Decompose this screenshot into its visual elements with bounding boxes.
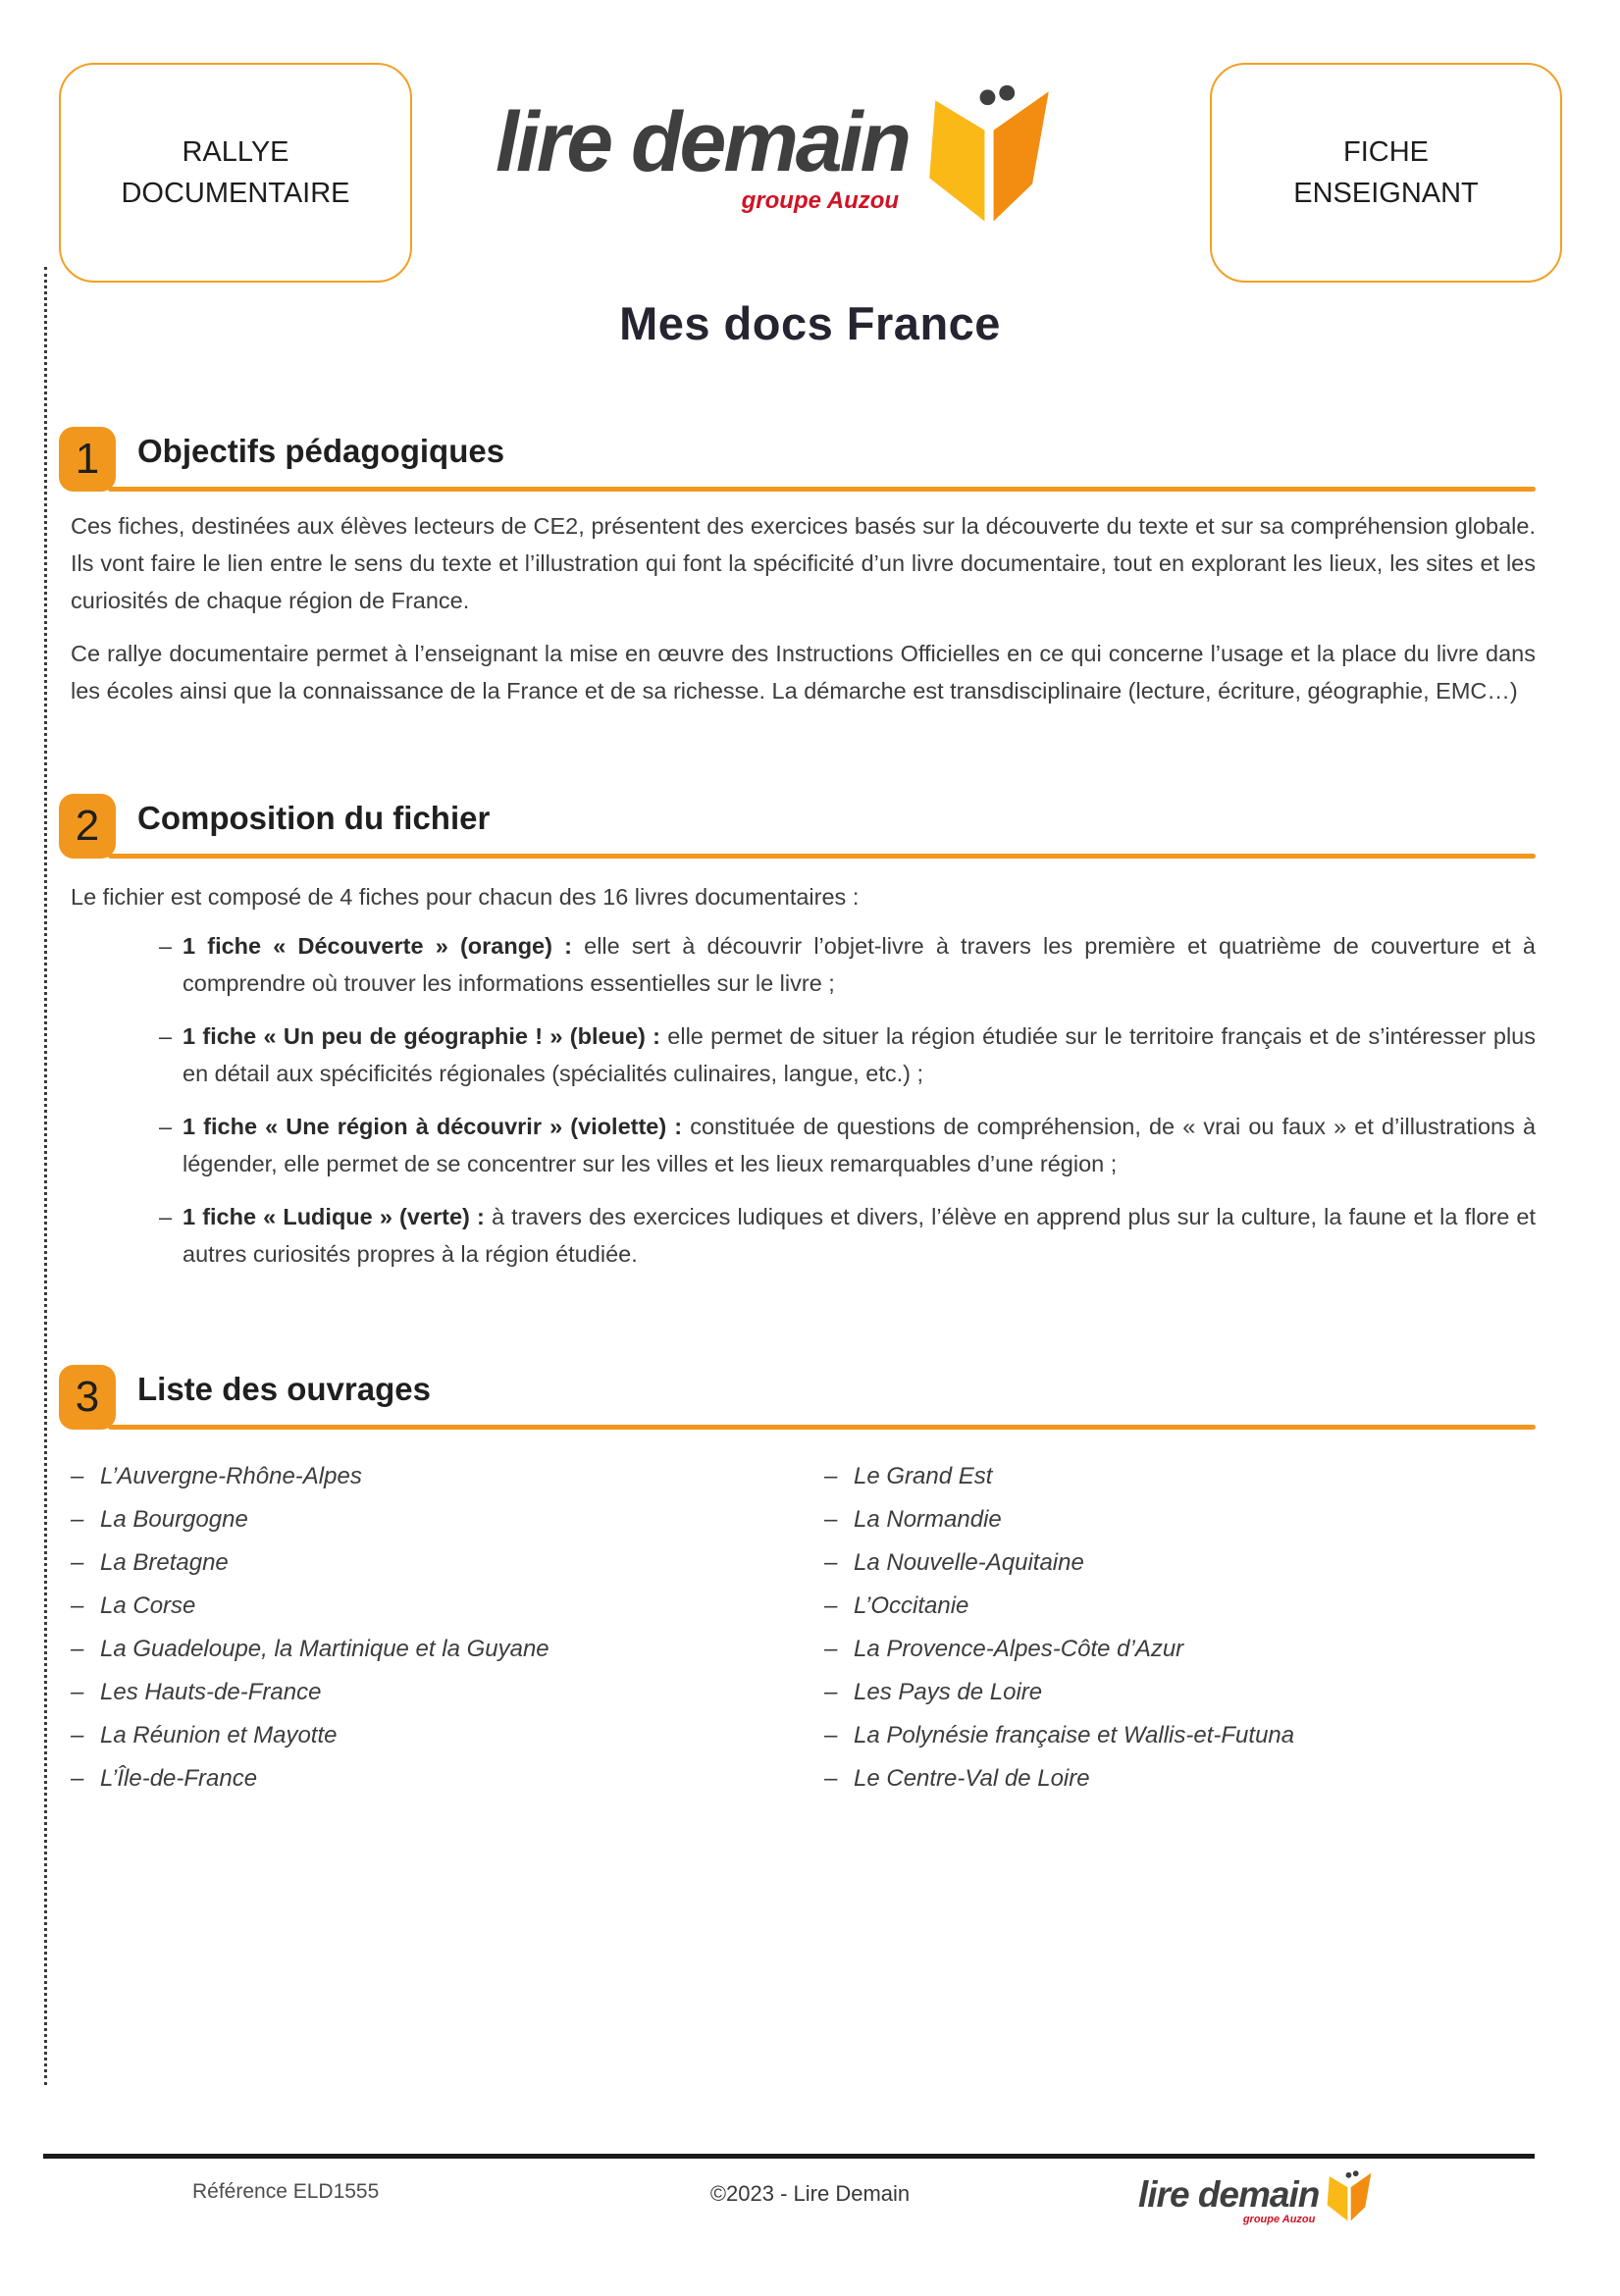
logo-text-wrap <box>496 94 909 215</box>
book-title: Les Pays de Loire <box>854 1679 1043 1705</box>
bullet-body: elle sert à découvrir l’objet-livre à travers les première et quatrième de couverture et à comprendre où trouver les informations essentielles sur le livre ; <box>183 933 1536 996</box>
fiche-enseignant-badge <box>1210 63 1562 283</box>
book-title: La Bourgogne <box>100 1506 248 1533</box>
rallye-label-line1: RALLYE <box>182 135 289 168</box>
section-2-number-badge: 2 <box>59 794 116 859</box>
rallye-documentaire-badge <box>59 63 412 283</box>
section-1-paragraph-1: Ces fiches, destinées aux élèves lecteurs de CE2, présentent des exercices basés sur la découverte du texte et sur sa compréhension globale. Ils vont faire le lien entre le sens du texte et l’illustration qui font la spécificité d’un livre documentaire, tout en explorant les lieux, les sites et les curiosités de chaque région de France. <box>71 513 1536 613</box>
list-item <box>71 1757 824 1800</box>
dash-marker: – <box>159 1114 173 1139</box>
section-2-intro: Le fichier est composé de 4 fiches pour chacun des 16 livres documentaires : <box>71 884 860 910</box>
section-1-rule <box>108 487 1536 492</box>
bullet-lead: 1 fiche « Un peu de géographie ! » (bleue) : <box>183 1023 660 1049</box>
book-title: La Normandie <box>854 1506 1002 1533</box>
dotted-cut-line <box>44 267 47 2085</box>
document-body <box>71 427 1536 1800</box>
section-1-paragraph-2: Ce rallye documentaire permet à l’enseignant la mise en œuvre des Instructions Officielles en ce qui concerne l’usage et la place du livre dans les écoles ainsi que la connaissance de la France et de sa richesse. La démarche est transdisciplinaire (lecture, écriture, géographie, EMC…) <box>71 641 1536 704</box>
book-title: La Guadeloupe, la Martinique et la Guyane <box>100 1636 549 1662</box>
list-item <box>824 1498 1536 1541</box>
book-title: La Bretagne <box>100 1549 229 1576</box>
dash-marker: – <box>824 1679 838 1705</box>
dash-marker: – <box>824 1506 838 1533</box>
footer-divider <box>43 2154 1535 2159</box>
dash-marker: – <box>71 1506 84 1533</box>
dash-marker: – <box>159 933 173 959</box>
list-item <box>71 1585 824 1628</box>
book-list-left-column <box>71 1455 824 1800</box>
section-3-header <box>71 1365 1536 1430</box>
dash-marker: – <box>71 1722 84 1748</box>
footer-reference: Référence ELD1555 <box>192 2180 380 2203</box>
book-list-right-column <box>824 1455 1536 1800</box>
book-title: L’Île-de-France <box>100 1765 258 1792</box>
dash-marker: – <box>71 1679 84 1705</box>
list-item <box>824 1455 1536 1498</box>
book-list <box>71 1455 1536 1800</box>
dash-marker: – <box>824 1549 838 1576</box>
fiche-label-line1: FICHE <box>1343 135 1429 168</box>
dash-marker: – <box>824 1636 838 1662</box>
book-title: La Polynésie française et Wallis-et-Futuna <box>854 1722 1295 1748</box>
list-item <box>71 1108 1536 1182</box>
dash-marker: – <box>159 1204 173 1229</box>
bullet-body: à travers des exercices ludiques et divers, l’élève en apprend plus sur la culture, la faune et la flore et autres curiosités propres à la région étudiée. <box>183 1204 1537 1267</box>
list-item <box>71 1714 824 1757</box>
list-item <box>824 1671 1536 1714</box>
section-3-rule <box>108 1425 1536 1430</box>
book-title: La Provence-Alpes-Côte d’Azur <box>854 1636 1184 1662</box>
list-item <box>824 1628 1536 1671</box>
dash-marker: – <box>71 1765 84 1792</box>
bullet-lead: 1 fiche « Une région à découvrir » (violette) : <box>183 1114 683 1139</box>
list-item <box>71 1628 824 1671</box>
book-title: La Réunion et Mayotte <box>100 1722 338 1748</box>
list-item <box>71 1455 824 1498</box>
book-title: Le Centre-Val de Loire <box>854 1765 1090 1792</box>
section-2-header <box>71 794 1536 859</box>
list-item <box>71 927 1536 1002</box>
dash-marker: – <box>824 1765 838 1792</box>
list-item <box>71 1541 824 1585</box>
book-title: La Corse <box>100 1592 196 1619</box>
list-item <box>71 1498 824 1541</box>
list-item <box>71 1018 1536 1092</box>
dash-marker: – <box>71 1463 84 1489</box>
section-2-title: Composition du fichier <box>137 800 491 836</box>
open-book-icon <box>915 73 1064 230</box>
lire-demain-logo <box>496 77 1064 230</box>
logo-group-auzou: groupe Auzou <box>741 187 900 214</box>
dash-marker: – <box>71 1549 84 1576</box>
dash-marker: – <box>824 1463 838 1489</box>
list-item <box>71 1198 1536 1273</box>
bullet-body: elle permet de situer la région étudiée sur le territoire français et de s’intéresser plus en détail aux spécificités régionales (spécialités culinaires, langue, etc.) ; <box>183 1023 1537 1086</box>
logo-text-wrap <box>1138 2174 1319 2225</box>
section-2-rule <box>108 854 1536 859</box>
bullet-lead: 1 fiche « Découverte » (orange) : <box>183 933 572 959</box>
bullet-lead: 1 fiche « Ludique » (verte) : <box>183 1204 485 1229</box>
section-1-header <box>71 427 1536 492</box>
fiche-label-line2: ENSEIGNANT <box>1293 178 1479 209</box>
dash-marker: – <box>159 1023 173 1049</box>
rallye-label-line2: DOCUMENTAIRE <box>121 178 350 209</box>
list-item <box>824 1714 1536 1757</box>
book-title: L’Auvergne-Rhône-Alpes <box>100 1463 362 1489</box>
footer-copyright: ©2023 - Lire Demain <box>709 2181 911 2206</box>
section-3-title: Liste des ouvrages <box>137 1371 431 1407</box>
book-title: Les Hauts-de-France <box>100 1679 322 1705</box>
book-title: Le Grand Est <box>854 1463 993 1489</box>
logo-group-auzou: groupe Auzou <box>1242 2214 1316 2225</box>
book-title: L’Occitanie <box>854 1592 969 1619</box>
dash-marker: – <box>71 1592 84 1619</box>
open-book-icon <box>1322 2166 1377 2223</box>
page-title: Mes docs France <box>619 297 1001 349</box>
dash-marker: – <box>824 1592 838 1619</box>
section-1-number-badge: 1 <box>59 427 116 492</box>
list-item <box>824 1757 1536 1800</box>
logo-name: lire demain <box>496 95 910 189</box>
logo-name: lire demain <box>1138 2174 1320 2215</box>
list-item <box>824 1541 1536 1585</box>
book-title: La Nouvelle-Aquitaine <box>854 1549 1084 1576</box>
list-item <box>71 1671 824 1714</box>
list-item <box>824 1585 1536 1628</box>
section-1-title: Objectifs pédagogiques <box>137 433 505 469</box>
dash-marker: – <box>71 1636 84 1662</box>
bullet-body: constituée de questions de compréhension, de « vrai ou faux » et d’illustrations à légender, elle permet de se concentrer sur les villes et les lieux remarquables d’une région ; <box>183 1114 1537 1176</box>
lire-demain-footer-logo <box>1138 2166 1377 2225</box>
section-3-number-badge: 3 <box>59 1365 116 1430</box>
dash-marker: – <box>824 1722 838 1748</box>
fiche-type-list <box>71 927 1536 1273</box>
